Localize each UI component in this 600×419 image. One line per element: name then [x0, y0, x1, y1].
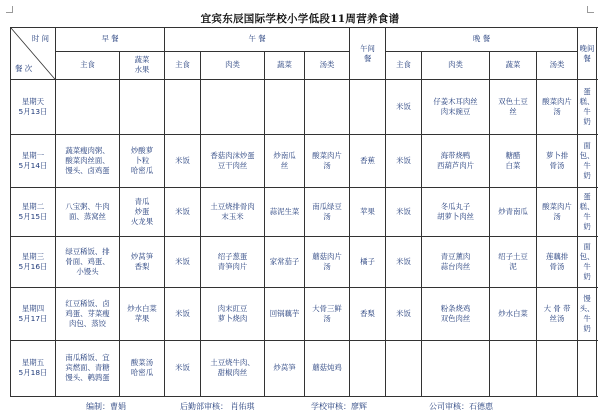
lunch-fruit-cell: 香梨	[350, 288, 386, 340]
col-header-lunch-meat: 肉类	[201, 51, 265, 80]
dinner-meat-cell: 粉条烧鸡 双色肉丝	[422, 288, 490, 340]
page-title: 宜宾东辰国际学校小学低段11周营养食谱	[200, 13, 400, 25]
dinner-meat-cell	[422, 340, 490, 396]
dinner-veg-cell: 双色土豆 丝	[490, 80, 537, 134]
corner-header	[11, 28, 56, 80]
lunch-fruit-cell	[350, 340, 386, 396]
night-snack-cell: 蛋糕、牛 奶	[578, 187, 597, 236]
lunch-veg-cell: 回锅藕芋	[265, 288, 305, 340]
lunch-soup-cell: 南瓜绿豆 汤	[305, 187, 350, 236]
breakfast-veg-cell: 炒水白菜 苹果	[120, 288, 165, 340]
lunch-veg-cell: 炒南瓜 丝	[265, 134, 305, 187]
dinner-soup-cell: 萝卜排 骨汤	[537, 134, 578, 187]
lunch-meat-cell: 绍子葱蛋 青笋肉片	[201, 237, 265, 288]
dinner-veg-cell: 炒青南瓜	[490, 187, 537, 236]
dinner-staple-cell	[386, 340, 422, 396]
breakfast-veg-cell: 酸菜汤 哈密瓜	[120, 340, 165, 396]
breakfast-staple-cell: 蔬菜瘦肉粥、 酸菜肉丝面、 馒头、卤鸡蛋	[56, 134, 120, 187]
day-cell: 星期一 5月14日	[11, 134, 56, 187]
corner-meal-label: 餐 次	[15, 64, 33, 74]
lunch-veg-cell	[265, 80, 305, 134]
dinner-staple-cell: 米饭	[386, 80, 422, 134]
dinner-veg-cell: 糖醋 白菜	[490, 134, 537, 187]
menu-row	[11, 80, 597, 134]
day-cell: 星期三 5月16日	[11, 237, 56, 288]
dinner-soup-cell: 莲藕排 骨汤	[537, 237, 578, 288]
day-cell: 星期五 5月18日	[11, 340, 56, 396]
lunch-meat-cell: 土豆烧牛肉、 甜椒肉丝	[201, 340, 265, 396]
menu-table	[10, 27, 597, 397]
night-snack-cell: 馒头、牛 奶	[578, 288, 597, 340]
dinner-meat-cell: 冬瓜丸子 胡萝卜肉丝	[422, 187, 490, 236]
breakfast-veg-cell: 炒莴笋 香梨	[120, 237, 165, 288]
menu-row	[11, 187, 597, 236]
menu-row	[11, 134, 597, 187]
lunch-header: 午 餐	[165, 28, 350, 52]
lunch-meat-cell: 香菇肉沫炒蛋 豆干肉丝	[201, 134, 265, 187]
footer-logistics: 后勤部审核： 肖佑琪	[180, 402, 255, 411]
lunch-soup-cell: 蘑菇肉片 汤	[305, 237, 350, 288]
night-snack-header: 晚间 餐	[578, 28, 597, 80]
day-cell: 星期四 5月17日	[11, 288, 56, 340]
lunch-meat-cell: 土豆烧排骨肉 末玉米	[201, 187, 265, 236]
col-header-breakfast-veg: 蔬菜 水果	[120, 51, 165, 80]
lunch-fruit-cell: 香蕉	[350, 134, 386, 187]
dinner-soup-cell	[537, 340, 578, 396]
night-snack-cell: 面包、牛 奶	[578, 134, 597, 187]
breakfast-staple-cell: 红豆稀饭、卤 鸡蛋、芽菜瘦 肉包、蒸饺	[56, 288, 120, 340]
menu-row	[11, 237, 597, 288]
dinner-veg-cell: 炒水白菜	[490, 288, 537, 340]
breakfast-veg-cell: 炒酸萝 卜粒 哈密瓜	[120, 134, 165, 187]
menu-row	[11, 288, 597, 340]
breakfast-staple-cell: 南瓜稀饭、宜 宾燃面、青糖 馒头、鹌鹑蛋	[56, 340, 120, 396]
lunch-staple-cell: 米饭	[165, 340, 201, 396]
col-header-lunch-staple: 主食	[165, 51, 201, 80]
lunch-soup-cell: 蘑菇炖鸡	[305, 340, 350, 396]
lunch-staple-cell: 米饭	[165, 134, 201, 187]
corner-time-label: 时 间	[31, 34, 49, 43]
breakfast-header: 早 餐	[56, 28, 165, 52]
lunch-staple-cell: 米饭	[165, 187, 201, 236]
lunch-veg-cell: 家常茄子	[265, 237, 305, 288]
breakfast-staple-cell: 绿豆稀饭、排 骨面、鸡蛋、 小馒头	[56, 237, 120, 288]
lunch-meat-cell	[201, 80, 265, 134]
header-row-columns	[11, 51, 597, 80]
breakfast-staple-cell	[56, 80, 120, 134]
breakfast-veg-cell: 青瓜 炒蛋 火龙果	[120, 187, 165, 236]
lunch-veg-cell: 炒莴笋	[265, 340, 305, 396]
dinner-meat-cell: 仔姜木耳肉丝 肉末豌豆	[422, 80, 490, 134]
footer-company: 公司审核：石德惠	[429, 402, 493, 411]
day-cell: 星期二 5月15日	[11, 187, 56, 236]
lunch-staple-cell: 米饭	[165, 288, 201, 340]
footer-school: 学校审核：廖辉	[311, 402, 367, 411]
col-header-dinner-soup: 汤类	[537, 51, 578, 80]
lunch-soup-cell: 酸菜肉片 汤	[305, 134, 350, 187]
lunch-fruit-cell	[350, 80, 386, 134]
lunch-veg-cell: 蒜泥生菜	[265, 187, 305, 236]
col-header-breakfast-staple: 主食	[56, 51, 120, 80]
footer-editor: 编制：曹娟	[86, 402, 126, 411]
breakfast-staple-cell: 八宝粥、牛肉 面、蒸窝丝	[56, 187, 120, 236]
dinner-soup-cell: 酸菜肉片 汤	[537, 80, 578, 134]
lunch-fruit-header: 午间 餐	[350, 28, 386, 80]
footer-signatures	[0, 401, 600, 415]
breakfast-veg-cell	[120, 80, 165, 134]
night-snack-cell: 蛋糕、牛 奶	[578, 80, 597, 134]
lunch-fruit-cell: 苹果	[350, 187, 386, 236]
dinner-veg-cell	[490, 340, 537, 396]
lunch-fruit-cell: 橘子	[350, 237, 386, 288]
dinner-staple-cell: 米饭	[386, 134, 422, 187]
dinner-staple-cell: 米饭	[386, 237, 422, 288]
lunch-staple-cell: 米饭	[165, 237, 201, 288]
dinner-header: 晚 餐	[386, 28, 578, 52]
col-header-dinner-meat: 肉类	[422, 51, 490, 80]
dinner-staple-cell: 米饭	[386, 187, 422, 236]
col-header-lunch-veg: 蔬菜	[265, 51, 305, 80]
dinner-staple-cell: 米饭	[386, 288, 422, 340]
lunch-staple-cell	[165, 80, 201, 134]
dinner-meat-cell: 海带烧鸭 西葫芦肉片	[422, 134, 490, 187]
lunch-soup-cell	[305, 80, 350, 134]
lunch-meat-cell: 肉末豇豆 萝卜烧肉	[201, 288, 265, 340]
lunch-soup-cell: 大骨三鲜 汤	[305, 288, 350, 340]
dinner-veg-cell: 绍子土豆 泥	[490, 237, 537, 288]
day-cell: 星期天 5月13日	[11, 80, 56, 134]
dinner-soup-cell: 酸菜肉片 汤	[537, 187, 578, 236]
col-header-dinner-veg: 蔬菜	[490, 51, 537, 80]
night-snack-cell: 面包、牛 奶	[578, 237, 597, 288]
header-row-groups	[11, 28, 597, 52]
col-header-dinner-staple: 主食	[386, 51, 422, 80]
night-snack-cell	[578, 340, 597, 396]
col-header-lunch-soup: 汤类	[305, 51, 350, 80]
dinner-soup-cell: 大 骨 带 丝汤	[537, 288, 578, 340]
dinner-meat-cell: 青豆薰肉 蒜台肉丝	[422, 237, 490, 288]
menu-row	[11, 340, 597, 396]
